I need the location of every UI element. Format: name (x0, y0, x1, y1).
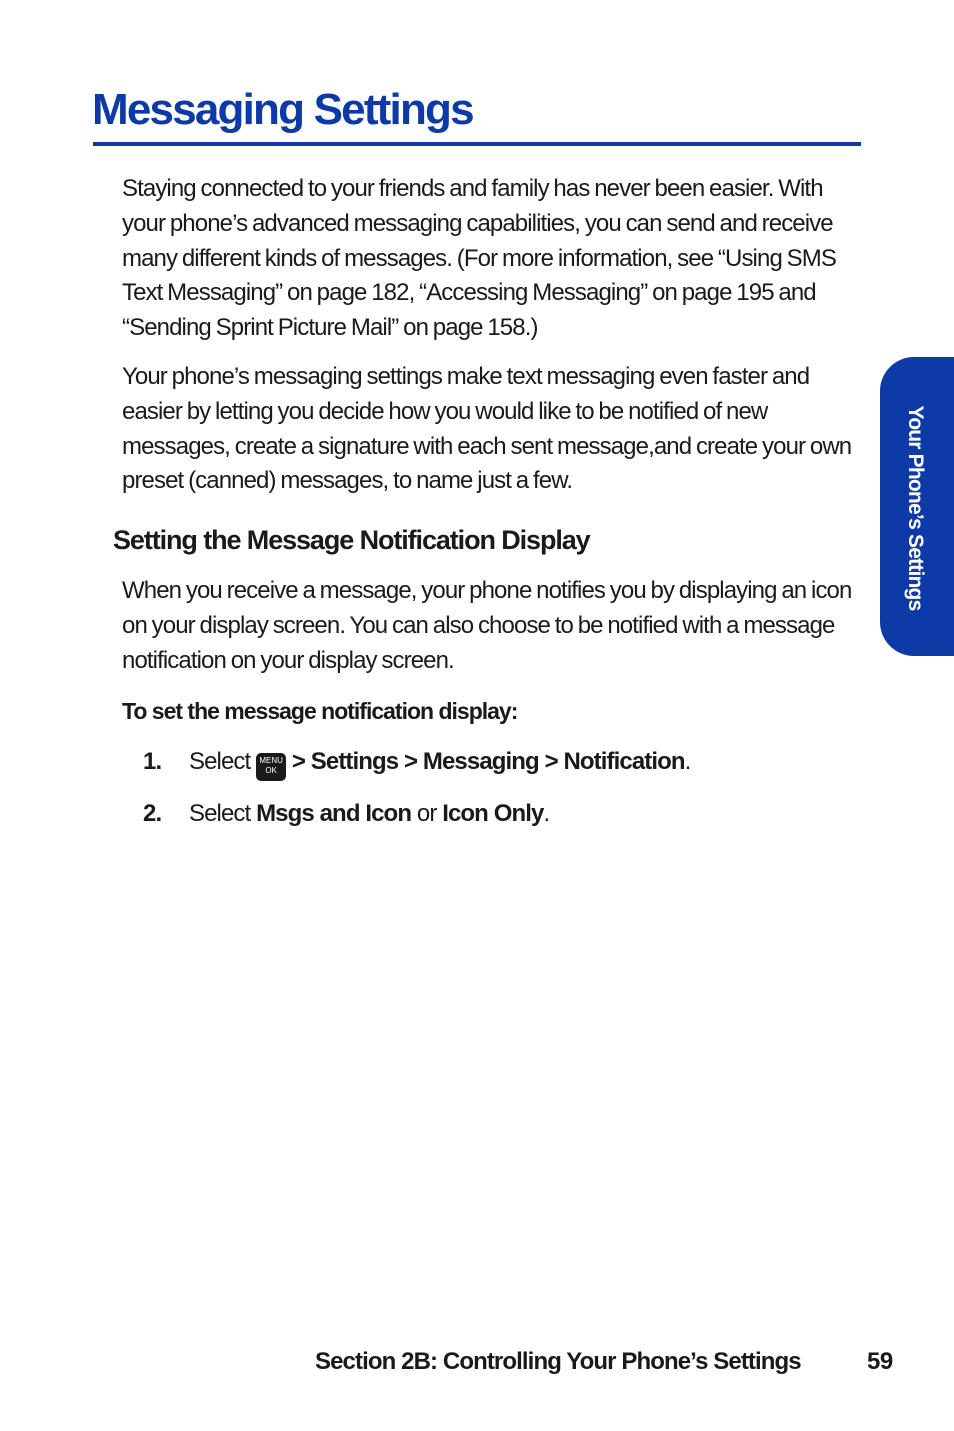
option-msgs-and-icon: Msgs and Icon (256, 800, 412, 827)
intro-paragraph-1: Staying connected to your friends and family has never been easier. With your phone’s advanced messaging capabilities, you can send and receive many different kinds of messages. (For more information, see “Using SMS Text Messaging” on page 182, “Accessing Messaging” on page 195 and “Sending Sprint Picture Mail” on page 158.) (122, 175, 836, 342)
footer-section-label: Section 2B: Controlling Your Phone’s Settings (315, 1348, 801, 1375)
side-tab-label: Your Phone’s Settings (904, 405, 927, 611)
step-number: 1. (143, 748, 162, 775)
title-rule (93, 142, 861, 146)
step-number: 2. (143, 800, 162, 827)
step-suffix: . (543, 800, 550, 827)
option-icon-only: Icon Only (442, 800, 544, 827)
step-text: Select (189, 748, 251, 775)
menu-path: > Settings > Messaging > Notification (291, 748, 685, 775)
section-paragraph: When you receive a message, your phone notifies you by displaying an icon on your display screen. You can also choose to be notified with a message notification on your display screen. (122, 577, 852, 674)
step-connector: or (416, 800, 437, 827)
intro-paragraph-2: Your phone’s messaging settings make text messaging even faster and easier by letting you decide how you would like to be notified of new messages, create a signature with each sent message,and create your own preset (canned) messages, to name just a few. (122, 363, 852, 495)
step-suffix: . (684, 748, 691, 775)
page-number: 59 (867, 1348, 893, 1375)
step-1 (143, 745, 690, 781)
page-title: Messaging Settings (92, 85, 473, 134)
step-2 (143, 797, 549, 831)
menu-ok-key-icon: MENU OK (256, 753, 286, 781)
step-text: Select (189, 800, 251, 827)
section-heading: Setting the Message Notification Display (113, 525, 590, 555)
procedure-label: To set the message notification display: (122, 698, 518, 724)
